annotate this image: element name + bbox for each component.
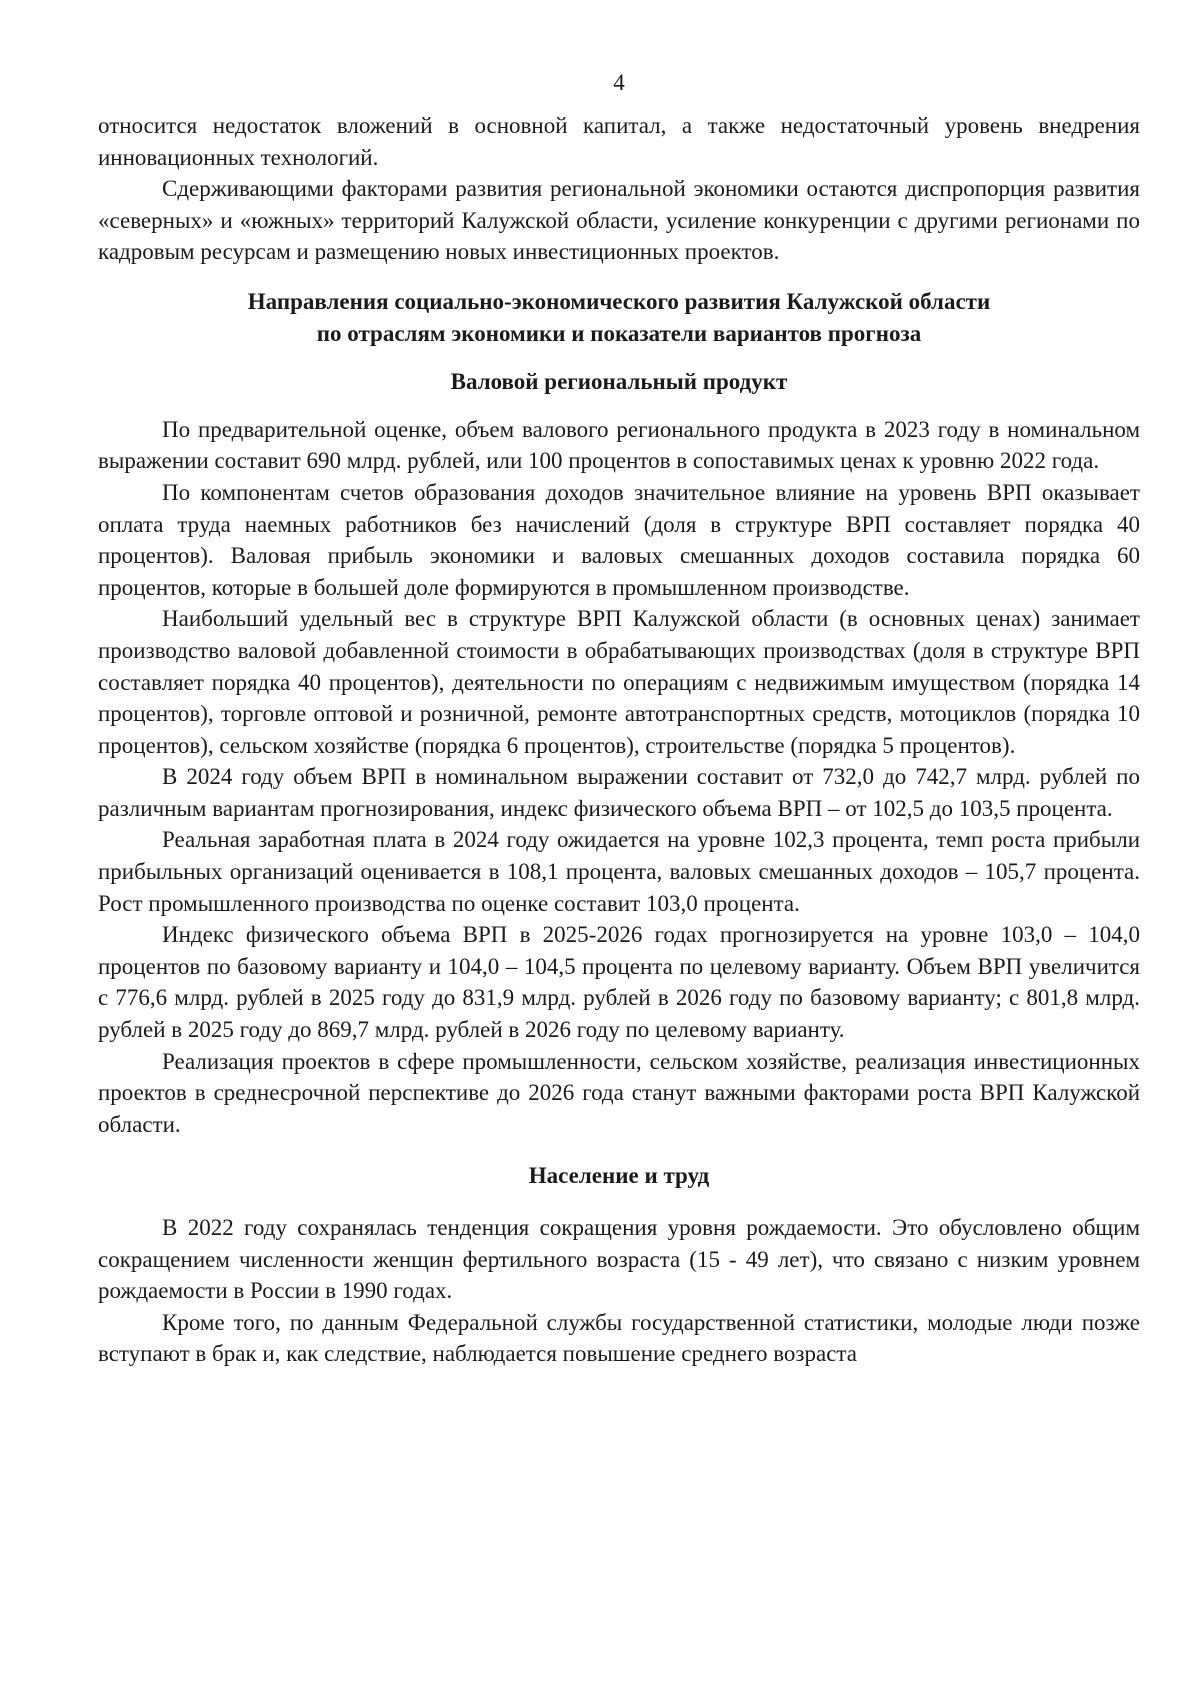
- vrp-paragraph-1: По предварительной оценке, объем валового регионального продукта в 2023 году в номинальном выражении составит 690 млрд. рублей, или 100 процентов в сопоставимых ценах к уровню 2022 года.: [98, 416, 1140, 474]
- section-heading-main-line-1: Направления социально-экономического развития Калужской области: [247, 288, 991, 314]
- vrp-paragraph-3: Наибольший удельный вес в структуре ВРП Калужской области (в основных ценах) занимает производство валовой добавленной стоимости в обрабатывающих производствах (доля в структуре ВРП составляет порядка 40 процентов), деятельности по операциям с недвижимым имуществом (порядка 14 процентов), торговле оптовой и розничной, ремонте автотранспортных средств, мотоциклов (порядка 10 процентов), сельском хозяйстве (порядка 6 процентов), строительстве (порядка 5 процентов).: [98, 606, 1140, 758]
- vrp-paragraph-5: Реальная заработная плата в 2024 году ожидается на уровне 102,3 процента, темп роста прибыли прибыльных организаций оценивается в 108,1 процента, валовых смешанных доходов – 105,7 процента. Рост промышленного производства по оценке составит 103,0 процента.: [98, 827, 1140, 916]
- vrp-paragraph-4: В 2024 году объем ВРП в номинальном выражении составит от 732,0 до 742,7 млрд. рублей по различным вариантам прогнозирования, индекс физического объема ВРП – от 102,5 до 103,5 процента.: [98, 764, 1140, 821]
- section-heading-population: Население и труд: [528, 1163, 710, 1189]
- intro-paragraph-1: относится недостаток вложений в основной капитал, а также недостаточный уровень внедрения инновационных технологий.: [98, 113, 1140, 170]
- page-number: 4: [613, 70, 625, 95]
- section-heading-main-line-2: по отраслям экономики и показатели вариантов прогноза: [316, 320, 922, 346]
- vrp-paragraph-7: Реализация проектов в сфере промышленности, сельском хозяйстве, реализация инвестиционных проектов в среднесрочной перспективе до 2026 года станут важными факторами роста ВРП Калужской области.: [98, 1048, 1140, 1137]
- section-heading-main: [98, 286, 1140, 349]
- section-heading-vrp: Валовой региональный продукт: [450, 369, 788, 395]
- vrp-paragraph-2: По компонентам счетов образования доходов значительное влияние на уровень ВРП оказывает оплата труда наемных работников без начислений (доля в структуре ВРП составляет порядка 40 процентов). Валовая прибыль экономики и валовых смешанных доходов составила порядка 60 процентов, которые в большей доле формируются в промышленном производстве.: [98, 479, 1140, 600]
- document-page: [98, 70, 1140, 1370]
- intro-paragraph-2: Сдерживающими факторами развития региональной экономики остаются диспропорция развития «северных» и «южных» территорий Калужской области, усиление конкуренции с другими регионами по кадровым ресурсам и размещению новых инвестиционных проектов.: [98, 176, 1140, 265]
- population-paragraph-1: В 2022 году сохранялась тенденция сокращения уровня рождаемости. Это обусловлено общим сокращением численности женщин фертильного возраста (15 - 49 лет), что связано с низким уровнем рождаемости в России в 1990 годах.: [98, 1215, 1140, 1304]
- population-paragraph-2: Кроме того, по данным Федеральной службы государственной статистики, молодые люди позже вступают в брак и, как следствие, наблюдается повышение среднего возраста: [98, 1309, 1140, 1367]
- vrp-paragraph-6: Индекс физического объема ВРП в 2025-2026 годах прогнозируется на уровне 103,0 – 104,0 процентов по базовому варианту и 104,0 – 104,5 процента по целевому варианту. Объем ВРП увеличится с 776,6 млрд. рублей в 2025 году до 831,9 млрд. рублей в 2026 году по базовому варианту; с 801,8 млрд. рублей в 2025 году до 869,7 млрд. рублей в 2026 году по целевому варианту.: [98, 922, 1140, 1043]
